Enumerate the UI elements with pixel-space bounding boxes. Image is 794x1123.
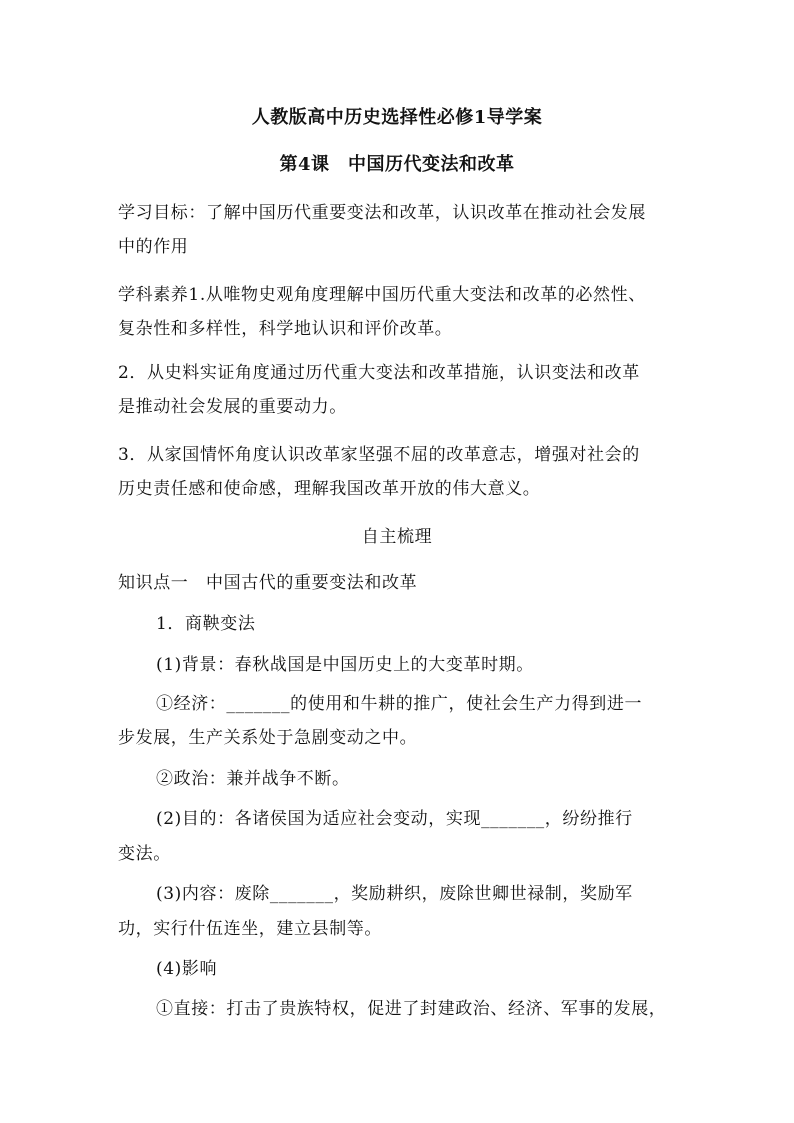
purpose-line-2: 变法。 <box>118 844 171 864</box>
objective-line-2: 中的作用 <box>118 237 189 257</box>
literacy-item3-line1: 3．从家国情怀角度认识改革家坚强不屈的改革意志，增强对社会的 <box>118 445 640 465</box>
content-line-1: (3)内容：废除_______，奖励耕织，废除世卿世禄制，奖励军 <box>156 884 633 904</box>
lesson-title: 第4课 中国历代变法和改革 <box>279 154 515 175</box>
politics-line: ②政治：兼并战争不断。 <box>156 769 350 789</box>
purpose-line-1: (2)目的：各诸侯国为适应社会变动，实现_______，纷纷推行 <box>156 809 633 829</box>
direct-influence-line-1: ①直接：打击了贵族特权，促进了封建政治、经济、军事的发展， <box>156 999 667 1019</box>
economy-line-1: ①经济：_______的使用和牛耕的推广，使社会生产力得到进一 <box>156 694 643 714</box>
section-heading: 自主梳理 <box>361 527 433 547</box>
knowledge-point-heading: 知识点一 中国古代的重要变法和改革 <box>118 573 418 593</box>
literacy-item1-line1: 学科素养1.从唯物史观角度理解中国历代重大变法和改革的必然性、 <box>118 285 646 305</box>
literacy-item3-line2: 历史责任感和使命感，理解我国改革开放的伟大意义。 <box>118 479 541 499</box>
objective-line-1: 学习目标：了解中国历代重要变法和改革，认识改革在推动社会发展 <box>118 203 646 223</box>
economy-line-2: 步发展，生产关系处于急剧变动之中。 <box>118 728 418 748</box>
content-line-2: 功，实行什伍连坐，建立县制等。 <box>118 919 382 939</box>
literacy-item2-line1: 2．从史料实证角度通过历代重大变法和改革措施，认识变法和改革 <box>118 363 640 383</box>
literacy-item1-line2: 复杂性和多样性，科学地认识和评价改革。 <box>118 319 453 339</box>
background-line: (1)背景：春秋战国是中国历史上的大变革时期。 <box>156 655 534 675</box>
document-title: 人教版高中历史选择性必修1导学案 <box>251 107 543 128</box>
shang-yang-heading: 1．商鞅变法 <box>156 614 256 634</box>
influence-heading: (4)影响 <box>156 959 218 979</box>
literacy-item2-line2: 是推动社会发展的重要动力。 <box>118 397 347 417</box>
